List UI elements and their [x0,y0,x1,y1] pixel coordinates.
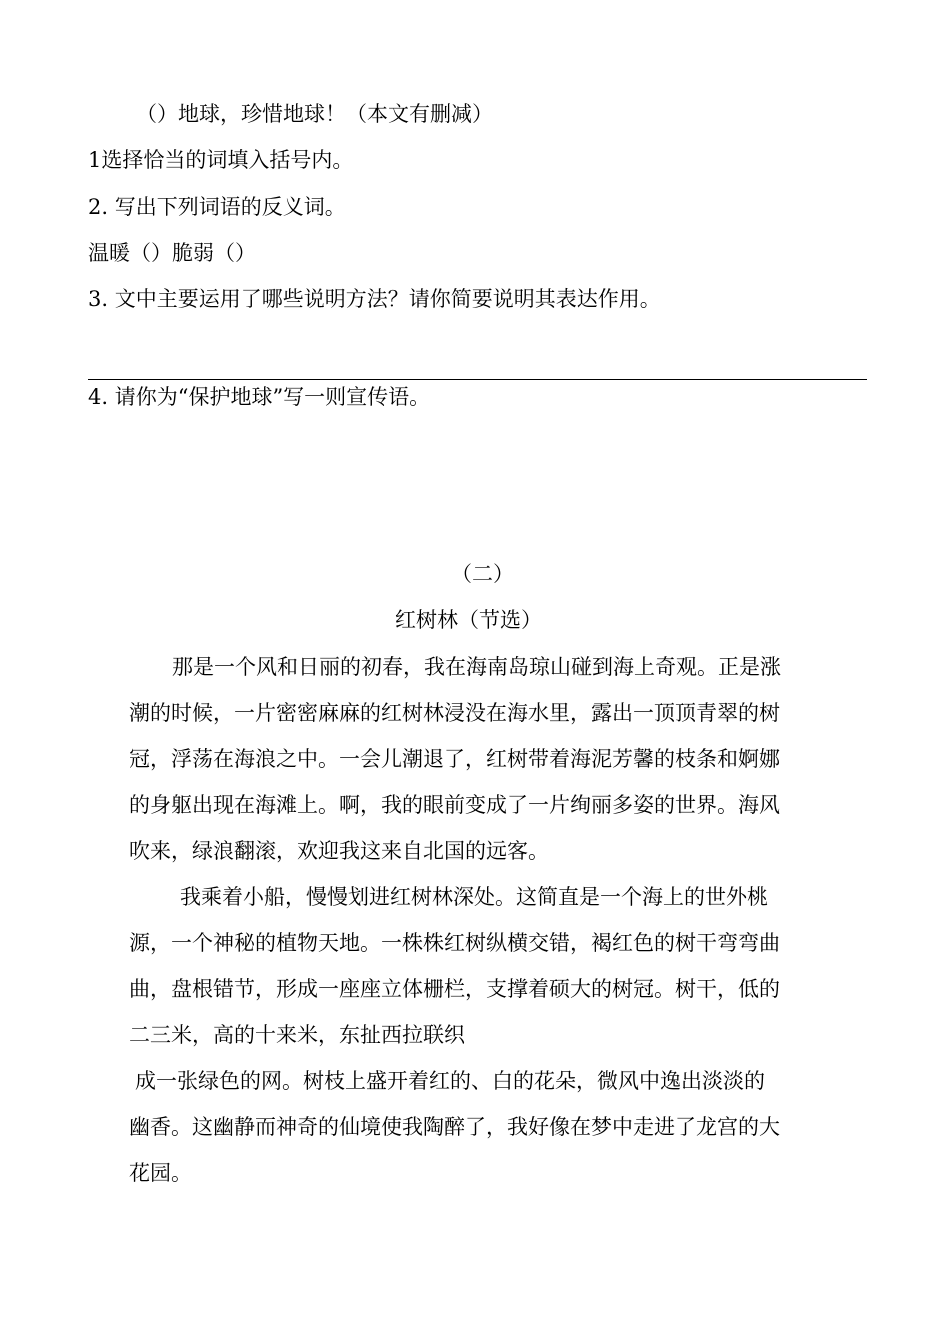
question-1: 1选择恰当的词填入括号内。 [88,148,354,172]
question-2-words: 温暖（）脆弱（） [88,241,256,265]
passage-title: 红树林（节选） [395,608,542,632]
answer-line [88,379,867,380]
passage-line: 吹来，绿浪翻滚，欢迎我这来自北国的远客。 [129,839,549,863]
intro-line: （）地球，珍惜地球！（本文有删减） [136,102,493,126]
passage-line: 幽香。这幽静而神奇的仙境使我陶醉了，我好像在梦中走进了龙宫的大 [129,1115,780,1139]
passage-line: 那是一个风和日丽的初春，我在海南岛琼山碰到海上奇观。正是涨 [172,655,781,679]
passage-line: 曲，盘根错节，形成一座座立体栅栏，支撑着硕大的树冠。树干，低的 [129,977,780,1001]
question-4: 4. 请你为“保护地球”写一则宣传语。 [88,385,431,409]
passage-line: 冠，浮荡在海浪之中。一会儿潮退了，红树带着海泥芳馨的枝条和婀娜 [129,747,780,771]
section-number: （二） [451,562,514,586]
passage-line: 花园。 [129,1161,192,1185]
passage-line: 源，一个神秘的植物天地。一株株红树纵横交错，褐红色的树干弯弯曲 [129,931,780,955]
passage-line: 潮的时候，一片密密麻麻的红树林浸没在海水里，露出一顶顶青翠的树 [129,701,780,725]
passage-line: 二三米，高的十来米，东扯西拉联织 [129,1023,465,1047]
passage-line: 成一张绿色的网。树枝上盛开着红的、白的花朵，微风中逸出淡淡的 [135,1069,765,1093]
passage-line: 我乘着小船，慢慢划进红树林深处。这简直是一个海上的世外桃 [180,885,768,909]
passage-line: 的身躯出现在海滩上。啊，我的眼前变成了一片绚丽多姿的世界。海风 [129,793,780,817]
question-2: 2. 写出下列词语的反义词。 [88,195,346,219]
question-3: 3. 文中主要运用了哪些说明方法？请你简要说明其表达作用。 [88,287,661,311]
